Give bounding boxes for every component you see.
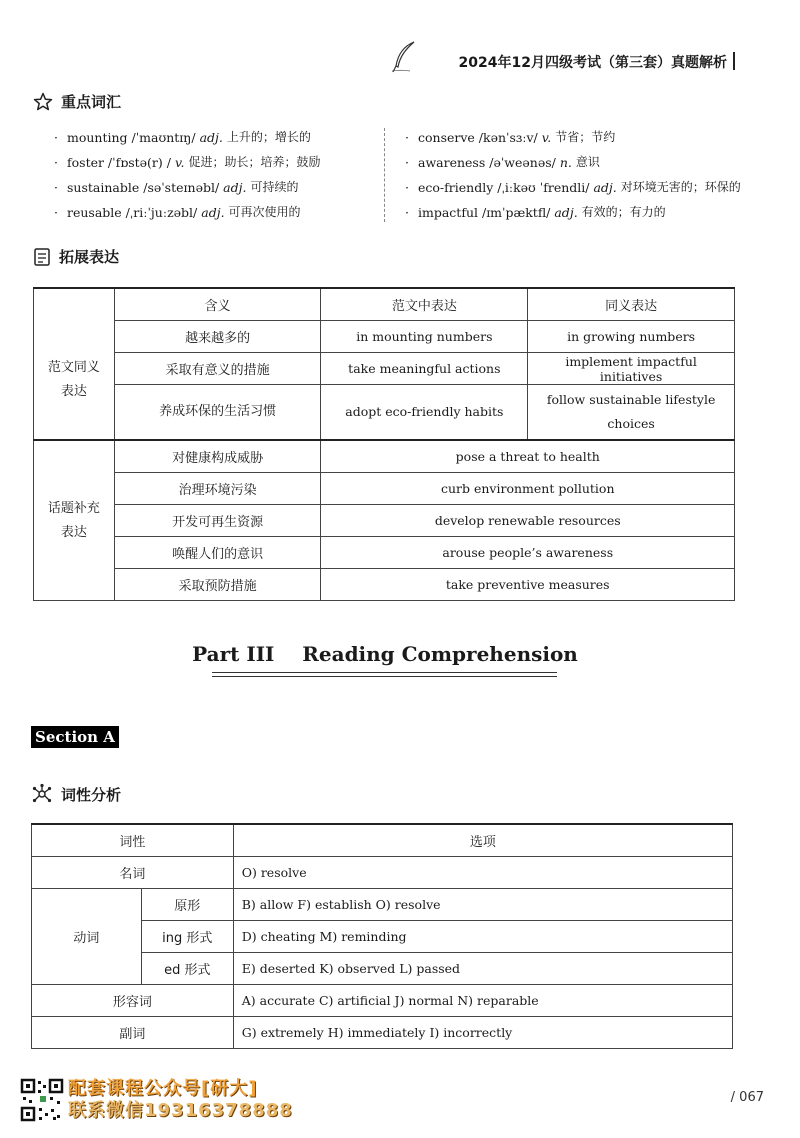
table-row (34, 569, 735, 601)
topic-expression-cell: curb environment pollution (321, 473, 735, 505)
vocab-pos: adj. (223, 180, 247, 195)
table-row (34, 537, 735, 569)
pos-label-noun: 名词 (32, 857, 234, 889)
vocab-word: conserve /kənˈsɜːv/ (418, 130, 538, 145)
vocab-word: awareness /əˈweənəs/ (418, 155, 556, 170)
pos-section-label: 词性分析 (61, 785, 122, 804)
meaning-cell: 采取有意义的措施 (114, 353, 321, 385)
synonym-expression-cell: implement impactful initiatives (528, 353, 735, 385)
table-row (32, 1017, 733, 1049)
vocab-pos: adj. (554, 205, 578, 220)
table-row (34, 385, 735, 441)
table-row (34, 321, 735, 353)
part-title-underline (212, 672, 557, 673)
vocab-word: eco-friendly /ˌiːkəʊ ˈfrendli/ (418, 180, 590, 195)
vocab-pos: adj. (201, 205, 225, 220)
column-header-synonym: 同义表达 (528, 288, 735, 321)
column-header-meaning: 含义 (114, 288, 321, 321)
promo-line-2: 联系微信19316378888 (68, 1100, 293, 1121)
options-cell: D) cheating M) reminding (233, 921, 732, 953)
table-row (32, 985, 733, 1017)
topic-expression-cell: arouse people’s awareness (321, 537, 735, 569)
section-a-badge: Section A (31, 726, 119, 748)
table-row (32, 857, 733, 889)
meaning-cell: 对健康构成威胁 (114, 440, 321, 473)
meaning-cell: 开发可再生资源 (114, 505, 321, 537)
vocab-item: · sustainable /səˈsteɪnəbl/ adj. 可持续的 (45, 175, 321, 200)
table-corner-cell (34, 288, 115, 321)
meaning-cell: 唤醒人们的意识 (114, 537, 321, 569)
table-row (34, 473, 735, 505)
promo-line-1: 配套课程公众号[研大] (68, 1078, 258, 1099)
verb-form-label: 原形 (141, 889, 233, 921)
expand-section-label: 拓展表达 (59, 248, 120, 266)
vocab-item: · awareness /əˈweənəs/ n. 意识 (396, 150, 741, 175)
topic-expression-cell: take preventive measures (321, 569, 735, 601)
synonym-expression-cell: in growing numbers (528, 321, 735, 353)
pos-label-adverb: 副词 (32, 1017, 234, 1049)
part-title-underline (212, 676, 557, 677)
star-icon (33, 92, 53, 112)
group-label-synonym: 范文同义 表达 (34, 321, 115, 441)
footer-promo (68, 1078, 293, 1122)
topic-expression-cell: develop renewable resources (321, 505, 735, 537)
vocab-word: mounting /ˈmaʊntɪŋ/ (67, 130, 196, 145)
topic-expression-cell: pose a threat to health (321, 440, 735, 473)
pos-label-verb: 动词 (32, 889, 142, 985)
essay-expression-cell: in mounting numbers (321, 321, 528, 353)
column-header-options: 选项 (233, 824, 732, 857)
meaning-cell: 越来越多的 (114, 321, 321, 353)
vocab-meaning: 可持续的 (250, 180, 299, 194)
vocab-meaning: 节省；节约 (555, 130, 616, 144)
options-cell: G) extremely H) immediately I) incorrectly (233, 1017, 732, 1049)
vocab-section-label: 重点词汇 (61, 93, 122, 111)
vocab-meaning: 对环境无害的；环保的 (620, 180, 741, 194)
expand-section-title (33, 246, 119, 267)
vocab-meaning: 有效的；有力的 (581, 205, 666, 219)
vocab-meaning: 促进；助长；培养；鼓励 (188, 155, 321, 169)
vocab-pos: v. (174, 155, 185, 170)
verb-form-label: ed 形式 (141, 953, 233, 985)
vocab-pos: v. (541, 130, 552, 145)
page-header (390, 40, 735, 80)
pos-section-title (31, 783, 121, 805)
vocab-item: · reusable /ˌriːˈjuːzəbl/ adj. 可再次使用的 (45, 200, 321, 225)
options-cell: O) resolve (233, 857, 732, 889)
meaning-cell: 采取预防措施 (114, 569, 321, 601)
part-of-speech-table (31, 823, 733, 1049)
options-cell: E) deserted K) observed L) passed (233, 953, 732, 985)
vocab-item: · foster /ˈfɒstə(r) / v. 促进；助长；培养；鼓励 (45, 150, 321, 175)
table-row (32, 889, 733, 921)
column-header-pos: 词性 (32, 824, 234, 857)
vocab-list-left (45, 125, 321, 225)
options-cell: A) accurate C) artificial J) normal N) reparable (233, 985, 732, 1017)
vocab-item: · eco-friendly /ˌiːkəʊ ˈfrendli/ adj. 对环境无害的；环保的 (396, 175, 741, 200)
feather-pen-icon (390, 40, 420, 74)
group-label-topic: 话题补充 表达 (34, 440, 115, 601)
vocab-item: · mounting /ˈmaʊntɪŋ/ adj. 上升的；增长的 (45, 125, 321, 150)
vocab-pos: adj. (199, 130, 223, 145)
vocab-meaning: 可再次使用的 (228, 205, 301, 219)
verb-form-label: ing 形式 (141, 921, 233, 953)
synonym-expression-cell: follow sustainable lifestyle choices (528, 385, 735, 441)
vocab-word: sustainable /səˈsteɪnəbl/ (67, 180, 220, 195)
essay-expression-cell: adopt eco-friendly habits (321, 385, 528, 441)
table-row (34, 505, 735, 537)
network-nodes-icon (31, 783, 53, 805)
vocab-item: · impactful /ɪmˈpæktfl/ adj. 有效的；有力的 (396, 200, 741, 225)
notebook-icon (33, 247, 51, 267)
header-bar (733, 52, 735, 70)
page-number: / 067 (730, 1090, 764, 1105)
options-cell: B) allow F) establish O) resolve (233, 889, 732, 921)
vocab-meaning: 上升的；增长的 (226, 130, 311, 144)
vocab-word: impactful /ɪmˈpæktfl/ (418, 205, 551, 220)
meaning-cell: 养成环保的生活习惯 (114, 385, 321, 441)
table-row (34, 440, 735, 473)
vocab-list-right (396, 125, 741, 225)
qr-code-icon (20, 1078, 64, 1122)
page-header-title: 2024年12月四级考试（第三套）真题解析 (458, 55, 727, 71)
vocab-word: reusable /ˌriːˈjuːzəbl/ (67, 205, 198, 220)
vocab-divider (384, 128, 385, 222)
expressions-table (33, 287, 735, 601)
vocab-section-title (33, 91, 121, 112)
vocab-meaning: 意识 (575, 155, 600, 169)
meaning-cell: 治理环境污染 (114, 473, 321, 505)
essay-expression-cell: take meaningful actions (321, 353, 528, 385)
vocab-pos: adj. (593, 180, 617, 195)
vocab-word: foster /ˈfɒstə(r) / (67, 155, 171, 170)
pos-label-adjective: 形容词 (32, 985, 234, 1017)
column-header-essay: 范文中表达 (321, 288, 528, 321)
vocab-pos: n. (559, 155, 572, 170)
vocab-item: · conserve /kənˈsɜːv/ v. 节省；节约 (396, 125, 741, 150)
table-row (34, 353, 735, 385)
part-title: Part III Reading Comprehension (192, 642, 578, 666)
